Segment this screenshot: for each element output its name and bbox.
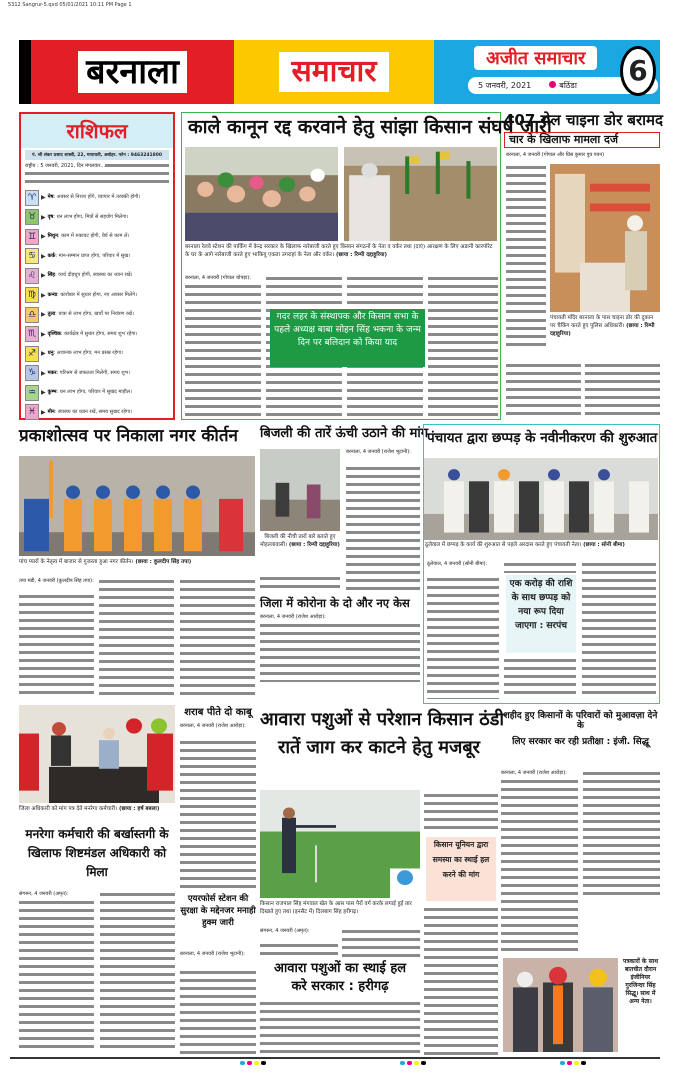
story-nagar-kirtan: [19, 427, 255, 695]
sign-text: वृष: धन लाभ होगा, मित्रों से सहयोग मिलेगा।: [47, 213, 129, 220]
sign-row-0: [25, 188, 169, 208]
aries-icon: ♈: [25, 190, 39, 206]
sign-forecast: काम में रुकावट होगी, धैर्य से काम लें।: [61, 233, 130, 240]
aquarius-icon: ♒: [25, 385, 39, 401]
sign-forecast: कारोबार में सुधार होगा, नए अवसर मिलेंगे।: [60, 291, 138, 298]
photo-shop-check: [550, 164, 660, 312]
airforce-headline: एयरफोर्स स्टेशन की सुरक्षा के मद्देनजर मनाही हुक्म जारी: [180, 894, 256, 928]
registration-marks: [240, 1061, 266, 1065]
article-body: [346, 465, 420, 593]
article-body: [260, 1000, 420, 1055]
arrow-icon: ▶: [41, 408, 46, 416]
article-body: [99, 578, 174, 695]
sign-text: वृश्चिक: कार्यक्षेत्र में सुधार होगा, समय शुभ रहेगा।: [47, 330, 138, 337]
dateline: बरनाला, 4 जनवरी (राजेश आरोड़ा):: [180, 723, 256, 730]
sign-name: वृश्चिक: [47, 330, 61, 337]
subheadline: चार के खिलाफ मामला दर्ज: [504, 132, 660, 148]
sign-text: कर्क: मान-सम्मान प्राप्त होगा, परिवार में सुख।: [47, 252, 131, 259]
sign-forecast: व्यर्थ दौड़धूप होगी, स्वास्थ्य का ध्यान रखें।: [58, 272, 133, 279]
headline: पंचायत द्वारा छप्पड़ के नवीनीकरण की शुरुआत: [427, 430, 658, 446]
sign-text: मिथुन: काम में रुकावट होगी, धैर्य से काम लें।: [47, 233, 130, 240]
sign-name: मेष: [47, 194, 54, 201]
sign-forecast: अवसर से निराश होंगे, व्यापार में तरक्की होगी।: [56, 194, 141, 201]
subheadline-line1: आवारा पशुओं का स्थाई हल: [273, 961, 407, 976]
sign-row-10: [25, 383, 169, 403]
sign-name: धनु: [47, 350, 54, 357]
rashifal-title: राशिफल: [21, 114, 173, 148]
photo-caption: [550, 314, 660, 338]
section-title-part2-block: [234, 40, 434, 104]
scorpio-icon: ♏: [25, 326, 39, 342]
sign-text: मीन: स्वास्थ्य का ध्यान रखें, समय सुखद रहेगा।: [47, 408, 133, 415]
rashifal-intro: [25, 162, 169, 186]
subheadline-line2: करे सरकार : हरीगढ़: [291, 979, 389, 994]
pull-quote: एक करोड़ की राशि के साथ छप्पड़ को नया रूप दिया जाएगा : सरपंच: [506, 575, 576, 653]
story-kisan: [181, 112, 552, 420]
sign-text: मकर: परिश्रम से सफलता मिलेगी, समय शुभ।: [47, 369, 131, 376]
arrow-icon: ▶: [41, 330, 46, 338]
headline: बिजली की तारें ऊंची उठाने की मांग: [260, 426, 429, 441]
caption-text: बरनाला रेलवे स्टेशन की पार्किंग में केन्द्र सरकार के खिलाफ नारेबाजी करते हुए किसान संगठनों के नेता व वर्कर तथा (दाएं) आरक्षण के लिए अडानी कारपोरेट के घर के आगे नारेबाजी करते हुए भाकियू एकता उगराहां के नेता और वर्कर।: [185, 244, 493, 258]
article-body: [180, 739, 256, 889]
page-bottom-rule: [10, 1057, 660, 1059]
photo-protest-1: [185, 147, 338, 241]
taurus-icon: ♉: [25, 209, 39, 225]
print-slug: 5312 Sangrur-5.qxd 05/01/2021 10:11 PM Page 1: [8, 2, 132, 8]
sign-row-3: [25, 247, 169, 267]
gemini-icon: ♊: [25, 229, 39, 245]
article-body: [180, 969, 256, 1055]
sign-text: मेष: अवसर से निराश होंगे, व्यापार में तरक्की होगी।: [47, 194, 141, 201]
article-body: [427, 576, 499, 699]
section-title-part1-block: [19, 40, 234, 104]
city: [549, 80, 577, 91]
photo-credit: (छाया : रिम्पी दद्दाहूरिया): [550, 323, 655, 337]
sign-list: [21, 188, 173, 422]
story-shaheed: [501, 712, 660, 1057]
photo-caption: [19, 558, 255, 566]
photo-bijli: [260, 449, 340, 531]
sign-text: धनु: अचानक लाभ होगा, मन प्रसन्न रहेगा।: [47, 350, 124, 357]
sign-text: कन्या: कारोबार में सुधार होगा, नए अवसर मिलेंगे।: [47, 291, 138, 298]
headline: प्रकाशोत्सव पर निकाला नगर कीर्तन: [19, 426, 238, 446]
dateline: संगरूर, 4 जनवरी (अमृत):: [260, 928, 338, 935]
headline-line2: लिए सरकार कर रही प्रतीक्षा : इंजी. सिद्धू: [512, 736, 649, 747]
photo-panchayat: [424, 458, 658, 540]
rashifal-intro-text: राष्ट्रीय : 5 जनवरी, 2021, दिन मंगलवार...: [25, 163, 106, 169]
story-manrega: [19, 705, 175, 1055]
article-body: [424, 906, 498, 1055]
sign-row-11: [25, 403, 169, 423]
astrologer-line: पं. श्री शंकर प्रसाद शास्त्री, 22, मायावती, अबोहर. फोन : 9463241800: [25, 150, 169, 160]
photo-caption: [260, 533, 340, 549]
story-awara: [260, 709, 504, 1055]
side-caption: पत्रकारों के साथ बातचीत दौरान इंजीनियर गुरजिन्दर सिंह सिद्धू। साथ में अन्य नेता।: [622, 958, 659, 1005]
article-body: [583, 770, 660, 898]
photo-credit: (छाया : रिम्पी दद्दाहूरिया): [335, 252, 387, 258]
pull-quote: गदर लहर के संस्थापक और किसान सभा के पहले अध्यक्ष बाबा सोहन सिंह भकना के जन्म दिन पर बलिदान को किया याद: [270, 309, 425, 367]
sign-row-2: [25, 227, 169, 247]
arrow-icon: ▶: [41, 233, 46, 241]
sign-row-7: [25, 325, 169, 345]
sign-name: तुला: [47, 311, 56, 318]
caption-text: पांच प्यारों के नेतृत्व में बाजार से गुजरता हुआ नगर कीर्तन।: [19, 559, 134, 565]
dateline: संगरूर, 4 जनवरी (अमृत):: [19, 891, 94, 898]
sign-forecast: धन लाभ होगा, मित्रों से सहयोग मिलेगा।: [56, 213, 129, 220]
caption-text: जिला अधिकारी को मांग पत्र देते मनरेगा कर्मचारी।: [19, 806, 118, 812]
leo-icon: ♌: [25, 268, 39, 284]
arrow-icon: ▶: [41, 311, 46, 319]
photo-caption: किसान राजपाल सिंह मंगवाल खेत के आस पास पैरों वर्ग करके लगाई हुई तार दिखाते हुए तथा (इनसैट में) दिलबाग सिंह हरीगढ़।: [260, 900, 420, 916]
paper-info: [434, 40, 660, 104]
caption-text: पंचायती मंदिर बरनाला के पास चाइना डोर की दुकान पर चैकिंग करते हुए पुलिस अधिकारी।: [550, 315, 654, 329]
registration-marks: [400, 1061, 426, 1065]
arrow-icon: ▶: [41, 350, 46, 358]
photo-caption: [19, 805, 175, 813]
article-body: [506, 362, 581, 418]
sign-row-9: [25, 364, 169, 384]
sign-forecast: मान-सम्मान प्राप्त होगा, परिवार में सुख।: [58, 252, 131, 259]
sign-row-8: [25, 344, 169, 364]
arrow-icon: ▶: [41, 213, 46, 221]
article-body: [428, 275, 498, 417]
article-body: [19, 593, 94, 695]
headline: जिला में कोरोना के दो और नए केस: [260, 596, 410, 610]
sign-forecast: परिश्रम से सफलता मिलेगी, समय शुभ।: [59, 369, 131, 376]
article-body: [185, 283, 261, 417]
article-body: [260, 942, 338, 958]
dateline: बरनाला, 4 जनवरी (राजेश आरोड़ा):: [501, 770, 578, 777]
virgo-icon: ♍: [25, 287, 39, 303]
masthead: [19, 40, 660, 104]
registration-marks: [560, 1061, 586, 1065]
headline-line1: आवारा पशुओं से परेशान किसान ठंडी: [260, 709, 504, 730]
sign-forecast: धन लाभ होगा, परिवार में सुखद माहौल।: [59, 389, 132, 396]
dateline: तपा मंडी, 4 जनवरी (कुलदीप सिंह तपा):: [19, 578, 94, 584]
cancer-icon: ♋: [25, 248, 39, 264]
sign-name: कर्क: [47, 252, 56, 259]
sagittarius-icon: ♐: [25, 346, 39, 362]
sign-name: मकर: [47, 369, 57, 376]
article-body: [582, 561, 656, 699]
headline: मनरेगा कर्मचारी की बर्खास्तगी के खिलाफ शिष्टमंडल अधिकारी को मिला: [25, 827, 169, 879]
story-bijli: [260, 426, 429, 595]
photo-credit: (छाया : सोनी बीमा): [583, 542, 625, 548]
sign-text: कुम्भ: धन लाभ होगा, परिवार में सुखद माहौल।: [47, 389, 132, 396]
section-title-part2: समाचार: [279, 52, 388, 92]
sign-forecast: अचानक लाभ होगा, मन प्रसन्न रहेगा।: [56, 350, 124, 357]
dateline: बरनाला, 4 जनवरी (राजेश भूटानी):: [346, 449, 420, 456]
photo-credit: (छाया : कुलदीप सिंह तपा): [135, 559, 192, 565]
pull-quote: किसान यूनियन द्वारा समस्या का स्थाई हल करने की मांग: [426, 837, 496, 901]
arrow-icon: ▶: [41, 291, 46, 299]
article-body: [260, 622, 420, 682]
sign-name: सिंह: [47, 272, 55, 279]
photo-farmer-field: [260, 790, 420, 898]
sign-row-5: [25, 286, 169, 306]
dateline: ठूलेवाल, 4 जनवरी (सोनी बीमा):: [427, 561, 499, 568]
story-china-dor: [504, 111, 663, 420]
arrow-icon: ▶: [41, 272, 46, 280]
caption-text: ठूलेवाल में छप्पड़ के कार्य की शुरुआत से पहले अरदास करते हुए पंचायती नेता।: [425, 542, 582, 548]
photo-credit: (छाया : रिम्पी दद्दाहूरिया): [288, 542, 340, 548]
libra-icon: ♎: [25, 307, 39, 323]
photo-protest-2: [344, 147, 497, 241]
headline-line1: शहीद हुए किसानों के परिवारों को मुआवज़ा देने के: [503, 711, 658, 731]
article-body: [506, 164, 546, 314]
sign-name: मिथुन: [47, 233, 58, 240]
sign-row-4: [25, 266, 169, 286]
photo-press-meet: [503, 958, 618, 1052]
paper-name: अजीत समाचार: [474, 46, 597, 70]
pisces-icon: ♓: [25, 404, 39, 420]
page-number: 6: [620, 46, 656, 96]
arrow-icon: ▶: [41, 369, 46, 377]
sign-row-6: [25, 305, 169, 325]
capricorn-icon: ♑: [25, 365, 39, 381]
sign-name: वृष: [47, 213, 54, 220]
dateline: बरनाला, 4 जनवरी (राजेश भूटानी):: [180, 951, 256, 958]
sign-text: तुला: यात्रा से लाभ होगा, खर्चों पर नियंत्रण रखें।: [47, 311, 134, 318]
headline-line2: रातें जाग कर काटने हेतु मजबूर: [277, 736, 481, 758]
photo-caption: [185, 243, 498, 259]
section-title-part1: बरनाला: [78, 51, 187, 93]
headline: 407 रोल चाइना डोर बरामद: [504, 111, 663, 129]
article-body: [342, 928, 420, 958]
arrow-icon: ▶: [41, 389, 46, 397]
caption-text: बिजली की नीची तारों बारे बताते हुए मोहल्लावासी।: [260, 534, 336, 548]
photo-nagar-kirtan: [19, 456, 255, 556]
rashifal-box: [19, 112, 175, 420]
article-body: [504, 561, 576, 573]
article-body: [585, 362, 660, 418]
sign-forecast: स्वास्थ्य का ध्यान रखें, समय सुखद रहेगा।: [57, 408, 133, 415]
article-body: [19, 899, 94, 1053]
headline: काले कानून रद्द करवाने हेतु सांझा किसान संघर्ष जारी: [188, 116, 552, 138]
story-sharab: [180, 707, 256, 1057]
dateline: बरनाला, 4 जनवरी (गोपाल और प्रिंस कुमार पुत्र पवन): [506, 152, 658, 159]
bullet-icon: [549, 81, 556, 88]
dateline: बरनाला, 4 जनवरी (राजेश आरोड़ा):: [260, 614, 420, 621]
sign-name: कन्या: [47, 291, 58, 298]
article-body: [180, 578, 255, 695]
story-panchayat: [423, 424, 660, 704]
article-body: [260, 575, 340, 593]
photo-caption: [425, 541, 657, 549]
arrow-icon: ▶: [41, 252, 46, 260]
article-body: [506, 317, 546, 351]
arrow-icon: ▶: [41, 194, 46, 202]
dateline: बरनाला, 4 जनवरी (गोपाल चोपड़ा):: [185, 275, 261, 282]
article-body: [424, 792, 498, 832]
article-body: [100, 891, 175, 1053]
headline: शराब पीते दो काबू: [184, 707, 252, 718]
sign-text: सिंह: व्यर्थ दौड़धूप होगी, स्वास्थ्य का ध्यान रखें।: [47, 272, 133, 279]
photo-manrega: [19, 705, 175, 803]
article-body: [504, 657, 576, 699]
sign-forecast: यात्रा से लाभ होगा, खर्चों पर नियंत्रण रखें।: [58, 311, 134, 318]
sign-row-1: [25, 208, 169, 228]
sign-name: मीन: [47, 408, 55, 415]
article-body: [501, 778, 578, 954]
sign-name: कुम्भ: [47, 389, 57, 396]
photo-credit: (छाया : हर्ष बबला): [118, 806, 160, 812]
sign-forecast: कार्यक्षेत्र में सुधार होगा, समय शुभ रहेगा।: [64, 330, 138, 337]
issue-date: 5 जनवरी, 2021: [478, 81, 532, 90]
city-label: बठिंडा: [559, 81, 577, 90]
story-corona: [260, 597, 420, 695]
